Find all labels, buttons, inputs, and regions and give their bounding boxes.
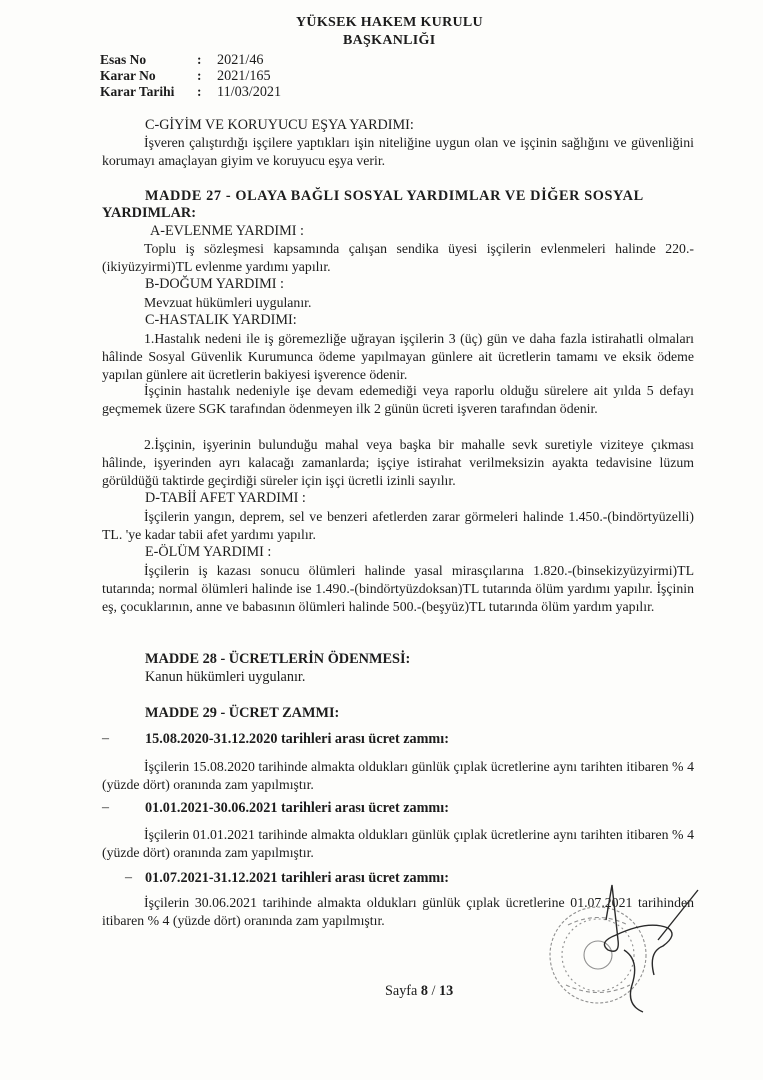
afet-text: İşçilerin yangın, deprem, sel ve benzeri afetlerden zarar görmeleri halinde 1.450.-(bindörtyüzelli) TL. 'ye kadar tabii afet yardımı yapılır. (102, 509, 694, 542)
zam-heading-2: 01.01.2021-30.06.2021 tarihleri arası ücret zammı: (145, 800, 449, 816)
karar-tarihi-value: 11/03/2021 (217, 84, 282, 100)
madde28-text: Kanun hükümleri uygulanır. (145, 669, 306, 685)
page-prefix: Sayfa (385, 983, 421, 999)
esas-no-sep: : (197, 52, 202, 67)
zam-heading-3: 01.07.2021-31.12.2021 tarihleri arası ücret zammı: (145, 870, 449, 886)
giyim-title: C-GİYİM VE KORUYUCU EŞYA YARDIMI: (145, 117, 414, 133)
zam-text-2: İşçilerin 01.01.2021 tarihinde almakta oldukları günlük çıplak ücretlerine aynı tarihten itibaren % 4 (yüzde dört) oranında zam yapılmıştır. (102, 827, 694, 860)
zam-text-3: İşçilerin 30.06.2021 tarihinde almakta oldukları günlük çıplak ücretlerine 01.07.2021 tarihinden itibaren % 4 (yüzde dört) oranında zam yapılmıştır. (102, 895, 694, 928)
hastalik-text-2: İşçinin hastalık nedeniyle işe devam edemediği veya raporlu olduğu sürelere ait yılda 5 defayı geçmemek üzere SGK tarafından ödenmeyen ilk 2 günün ücreti işveren tarafından ödenir. (102, 383, 694, 416)
karar-tarihi-sep: : (197, 84, 202, 99)
hastalik-title: C-HASTALIK YARDIMI: (145, 312, 297, 328)
dogum-text: Mevzuat hükümleri uygulanır. (144, 295, 312, 310)
karar-no-label: Karar No (100, 68, 156, 83)
dogum-title: B-DOĞUM YARDIMI : (145, 276, 284, 292)
olum-text: İşçilerin iş kazası sonucu ölümleri halinde yasal mirasçılarına 1.820.-(binsekizyüzyirmi)TL tutarında; normal ölümleri halinde ise 1.490.-(bindörtyüzdoksan)TL tutarında ölüm yardımı yapılır. İşçinin eş, çocuklarının, anne ve babasının ölümleri halinde 500.-(beşyüz)TL tutarında ölüm yardım yapılır. (102, 563, 694, 614)
page-current: 8 (420, 983, 428, 999)
karar-tarihi-label: Karar Tarihi (100, 84, 175, 99)
hastalik-text-1: 1.Hastalık nedeni ile iş göremezliğe uğrayan işçilerin 3 (üç) gün ve daha fazla istirahatli olmaları hâlinde Sosyal Güvenlik Kurumunca ödeme yapılmayan günlere ait ücretlerin tamamı ve eksik ödeme yapılan günlere ait ücretlerin bakiyesi işverence ödenir. (102, 331, 694, 382)
madde27-title-line2: YARDIMLAR: (102, 205, 196, 221)
header-title: YÜKSEK HAKEM KURULU (296, 15, 483, 30)
zam-heading-1: 15.08.2020-31.12.2020 tarihleri arası ücret zammı: (145, 731, 449, 747)
olum-title: E-ÖLÜM YARDIMI : (145, 544, 272, 560)
madde27-title-line1: MADDE 27 - OLAYA BAĞLI SOSYAL YARDIMLAR VE DİĞER SOSYAL (145, 188, 644, 204)
karar-no-value: 2021/165 (217, 68, 271, 84)
evlenme-text: Toplu iş sözleşmesi kapsamında çalışan sendika üyesi işçilerin evlenmeleri halinde 220.-(ikiyüzyirmi)TL evlenme yardımı yapılır. (102, 241, 694, 274)
zam-dash-2: – (102, 800, 109, 815)
afet-title: D-TABİİ AFET YARDIMI : (145, 490, 306, 506)
madde29-title: MADDE 29 - ÜCRET ZAMMI: (145, 705, 340, 721)
evlenme-title: A-EVLENME YARDIMI : (150, 223, 304, 239)
zam-dash-1: – (102, 731, 109, 746)
page-number (385, 983, 453, 1000)
zam-dash-3: – (125, 870, 132, 885)
madde28-title: MADDE 28 - ÜCRETLERİN ÖDENMESİ: (145, 651, 411, 667)
page-total: 13 (439, 983, 454, 999)
esas-no-label: Esas No (100, 52, 147, 67)
signature-icon (604, 885, 698, 1012)
hastalik-text-3: 2.İşçinin, işyerinin bulunduğu mahal veya başka bir mahalle sevk suretiyle viziteye çıkması hâlinde, işyerinden ayrı kalacağı zamanlarda; işçiye istirahat verilmeksizin ayakta tedavisine lüzum görüldüğü taktirde geçirdiği süreler için işçi ücretli izinli sayılır. (102, 437, 694, 488)
page-sep: / (427, 983, 439, 999)
header-subtitle: BAŞKANLIĞI (343, 33, 436, 48)
karar-no-sep: : (197, 68, 202, 83)
giyim-text: İşveren çalıştırdığı işçilere yaptıkları işin niteliğine uygun olan ve işçinin sağlığını ve güvenliğini korumayı amaçlayan giyim ve koruyucu eşya verir. (102, 135, 694, 168)
esas-no-value: 2021/46 (217, 52, 264, 68)
official-stamp (528, 880, 708, 1030)
zam-text-1: İşçilerin 15.08.2020 tarihinde almakta oldukları günlük çıplak ücretlerine aynı tarihten itibaren % 4 (yüzde dört) oranında zam yapılmıştır. (102, 759, 694, 792)
